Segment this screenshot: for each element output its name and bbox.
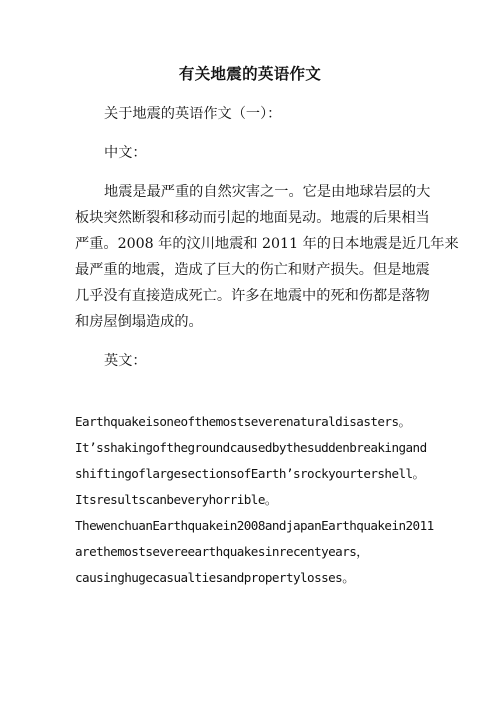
chinese-line-1: 地震是最严重的自然灾害之一。它是由地球岩层的大 [104,184,431,200]
english-line-7: causinghugecasualtiesandpropertylosses。 [75,570,355,585]
english-line-3: shiftingoflargesectionsofEarth’srockyourtershell。 [75,466,425,481]
document-title: 有关地震的英语作文 [178,64,322,83]
english-line-4: Itsresultscanbeveryhorrible。 [75,492,277,507]
english-line-5: ThewenchuanEarthquakein2008andjapanEarthquakein2011 [75,518,434,533]
subheading: 关于地震的英语作文（一）： [104,106,282,122]
english-line-1: Earthquakeisoneofthemostseverenaturaldisasters。 [75,414,411,429]
chinese-line-5: 几乎没有直接造成死亡。许多在地震中的死和伤都是落物 [75,288,430,304]
chinese-line-4: 最严重的地震，造成了巨大的伤亡和财产损失。但是地震 [75,262,430,278]
english-line-2: It’sshakingofthegroundcausedbythesuddenbreakingand [75,440,427,455]
english-line-6: arethemostsevereearthquakesinrecentyears， [75,544,369,559]
chinese-line-3: 严重。2008 年的汶川地震和 2011 年的日本地震是近几年来 [75,236,459,252]
chinese-line-6: 和房屋倒塌造成的。 [75,314,203,330]
chinese-line-2: 板块突然断裂和移动而引起的地面晃动。地震的后果相当 [75,210,430,226]
chinese-label: 中文： [104,145,147,161]
english-label: 英文： [104,353,147,369]
